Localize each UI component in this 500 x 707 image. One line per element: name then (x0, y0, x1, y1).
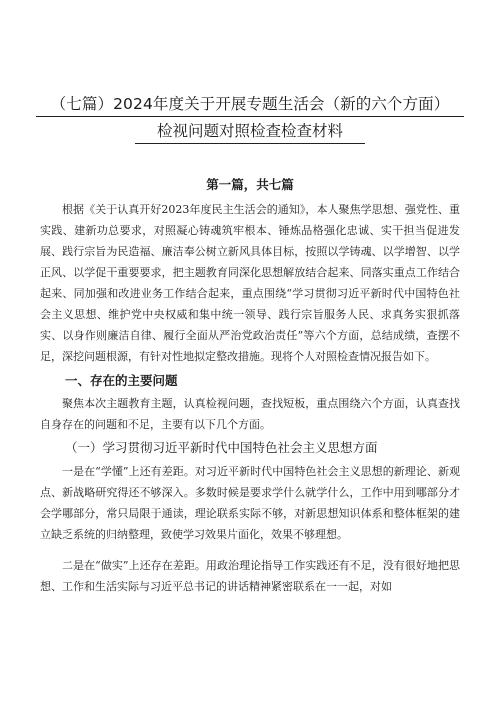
section-heading: 一、存在的主要问题 (65, 373, 178, 388)
point-paragraph-1: 一是在“学懂”上还有差距。对习近平新时代中国特色社会主义思想的新理论、新观点、新战略研究得还不够深入。多数时候是要求学什么就学什么，工作中用到哪部分才会学哪部分，常只局限于通读，理论联系实际不够，对新思想知识体系和整体框架的建立缺乏系统的归纳整理，致使学习效果片面化，效果不够理想。 (40, 465, 460, 541)
document-body (40, 175, 460, 597)
document-title-line-2: 检视问题对照检查检查材料 (135, 119, 365, 144)
subsection-heading: （一）学习贯彻习近平新时代中国特色社会主义思想方面 (65, 440, 378, 455)
document-subtitle: 第一篇，共七篇 (206, 177, 294, 192)
point-paragraph-2: 二是在“做实”上还存在差距。用政治理论指导工作实践还有不足，没有很好地把思想、工作和生活实际与习近平总书记的讲话精神紧密联系在一一起，对如 (40, 559, 460, 593)
intro-paragraph: 根据《关于认真开好2023年度民主生活会的通知》，本人聚焦学思想、强党性、重实践、建新功总要求，对照凝心铸魂筑牢根本、锤炼品格强化忠诚、实干担当促进发展、践行宗旨为民造福、廉洁奉公树立新风具体目标，按照以学铸魂、以学增智、以学正风、以学促干重要要求，把主题教育同深化思想解放结合起来、同落实重点工作结合起来、同加强和改进业务工作结合起来，重点围绕“学习贯彻习近平新时代中国特色社会主义思想、维护党中央权威和集中统一领导、践行宗旨服务人民、求真务实狠抓落实、以身作则廉洁自律、履行全面从严治党政治责任”等六个方面，总结成绩，查摆不足，深挖问题根源，有针对性地拟定整改措施。现将个人对照检查情况报告如下。 (40, 203, 460, 363)
document-title-line-1: （七篇）2024年度关于开展专题生活会（新的六个方面） (36, 92, 464, 117)
section-intro-paragraph: 聚焦本次主题教育主题，认真检视问题，查找短板，重点围绕六个方面，认真查找自身存在的问题和不足，主要有以下几个方面。 (40, 397, 460, 431)
